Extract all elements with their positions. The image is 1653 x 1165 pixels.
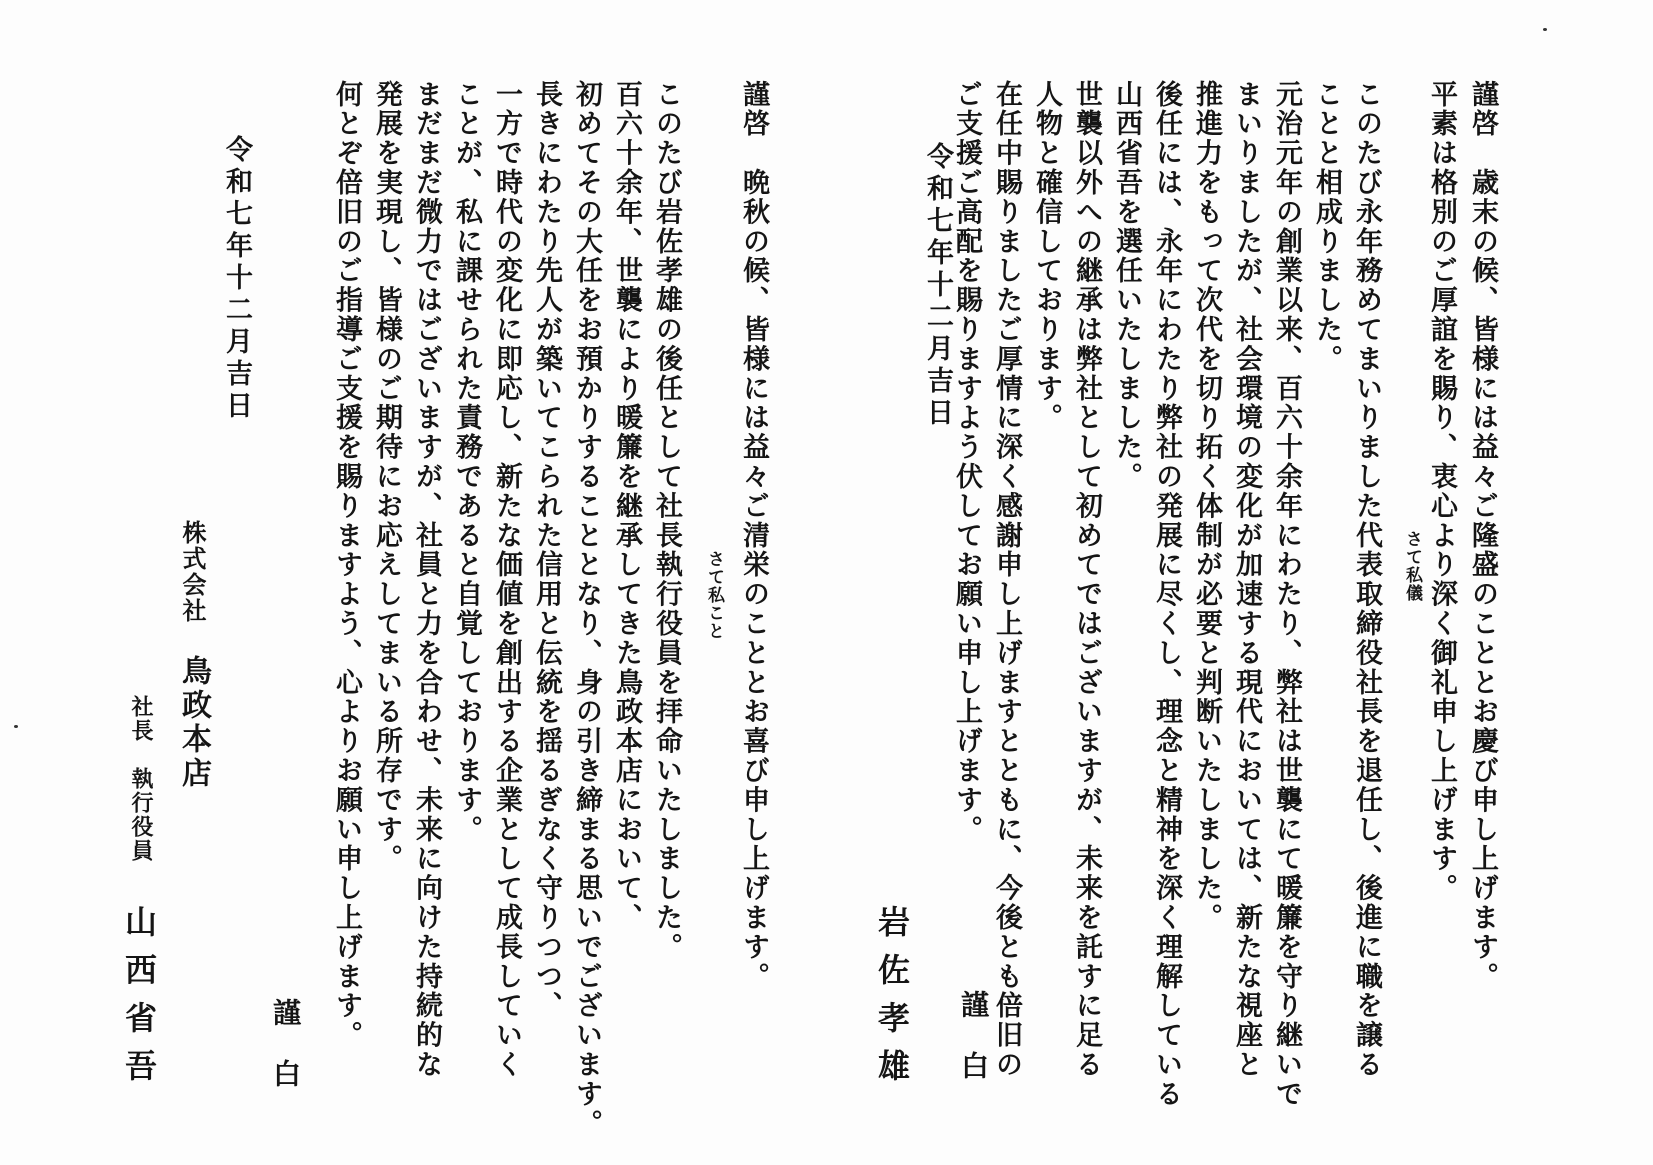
letter-appointment bbox=[0, 0, 826, 1165]
position-title: 社長 執行役員 bbox=[128, 695, 154, 863]
company-name: 鳥政本店 bbox=[176, 655, 211, 791]
body-line: このたび岩佐孝雄の後任として社長執行役員を拝命いたしました。 bbox=[651, 80, 682, 962]
body-line: ことが、私に課せられた責務であると自覚しております。 bbox=[451, 80, 482, 845]
closing-word: 謹 白 bbox=[269, 998, 302, 1090]
signature-name: 山西省吾 bbox=[120, 905, 158, 1097]
body-line: 後任には、永年にわたり弊社の発展に尽くし、理念と精神を深く理解している bbox=[1151, 80, 1182, 1109]
body-line: まいりましたが、社会環境の変化が加速する現代においては、新たな視座と bbox=[1231, 80, 1262, 1080]
body-line: 一方で時代の変化に即応し、新たな価値を創出する企業として成長していく bbox=[491, 80, 522, 1080]
body-line: まだまだ微力ではございますが、社員と力を合わせ、未来に向けた持続的な bbox=[411, 80, 442, 1080]
body-line: 長きにわたり先人が築いてこられた信用と伝統を揺るぎなく守りつつ、 bbox=[531, 80, 562, 1021]
date: 令和七年十二月吉日 bbox=[221, 135, 252, 423]
aside-label: さて私こと bbox=[704, 550, 724, 640]
body-line: 発展を実現し、皆様のご期待にお応えしてまいる所存です。 bbox=[371, 80, 402, 874]
body-line: 山西省吾を選任いたしました。 bbox=[1111, 80, 1142, 492]
body-line: 何とぞ倍旧のご指導ご支援を賜りますよう、心よりお願い申し上げます。 bbox=[331, 80, 362, 1051]
closing-word: 謹 白 bbox=[957, 990, 990, 1082]
body-line: 初めてその大任をお預かりすることとなり、身の引き締まる思いでございます。 bbox=[571, 80, 602, 1139]
body-line: 元治元年の創業以来、百六十余年にわたり、弊社は世襲にて暖簾を守り継いで bbox=[1271, 80, 1302, 1109]
scan-speck bbox=[14, 725, 18, 728]
letter-retirement bbox=[826, 0, 1653, 1165]
date: 令和七年十二月吉日 bbox=[922, 142, 953, 430]
body-line: 百六十余年、世襲により暖簾を継承してきた鳥政本店において、 bbox=[611, 80, 642, 933]
scan-speck bbox=[1543, 28, 1547, 31]
body-line: 推進力をもって次代を切り拓く体制が必要と判断いたしました。 bbox=[1191, 80, 1222, 933]
body-line: ことと相成りました。 bbox=[1311, 80, 1342, 374]
body-line: 平素は格別のご厚誼を賜り、衷心より深く御礼申し上げます。 bbox=[1426, 80, 1457, 904]
body-line: 謹啓 歳末の候、皆様には益々ご隆盛のこととお慶び申し上げます。 bbox=[1467, 80, 1498, 992]
body-line: 世襲以外への継承は弊社として初めてではございますが、未来を託すに足る bbox=[1071, 80, 1102, 1080]
company-prefix: 株式会社 bbox=[178, 520, 207, 624]
body-line: 人物と確信しております。 bbox=[1031, 80, 1062, 433]
body-line: 謹啓 晩秋の候、皆様には益々ご清栄のこととお喜び申し上げます。 bbox=[738, 80, 769, 992]
body-line: ご支援ご高配を賜りますよう伏してお願い申し上げます。 bbox=[951, 80, 982, 845]
aside-label: さて私儀 bbox=[1402, 530, 1422, 602]
body-line: このたび永年務めてまいりました代表取締役社長を退任し、後進に職を譲る bbox=[1351, 80, 1382, 1080]
body-line: 在任中賜りましたご厚情に深く感謝申し上げますとともに、今後とも倍旧の bbox=[991, 80, 1022, 1080]
signature-name: 岩佐孝雄 bbox=[873, 905, 911, 1097]
